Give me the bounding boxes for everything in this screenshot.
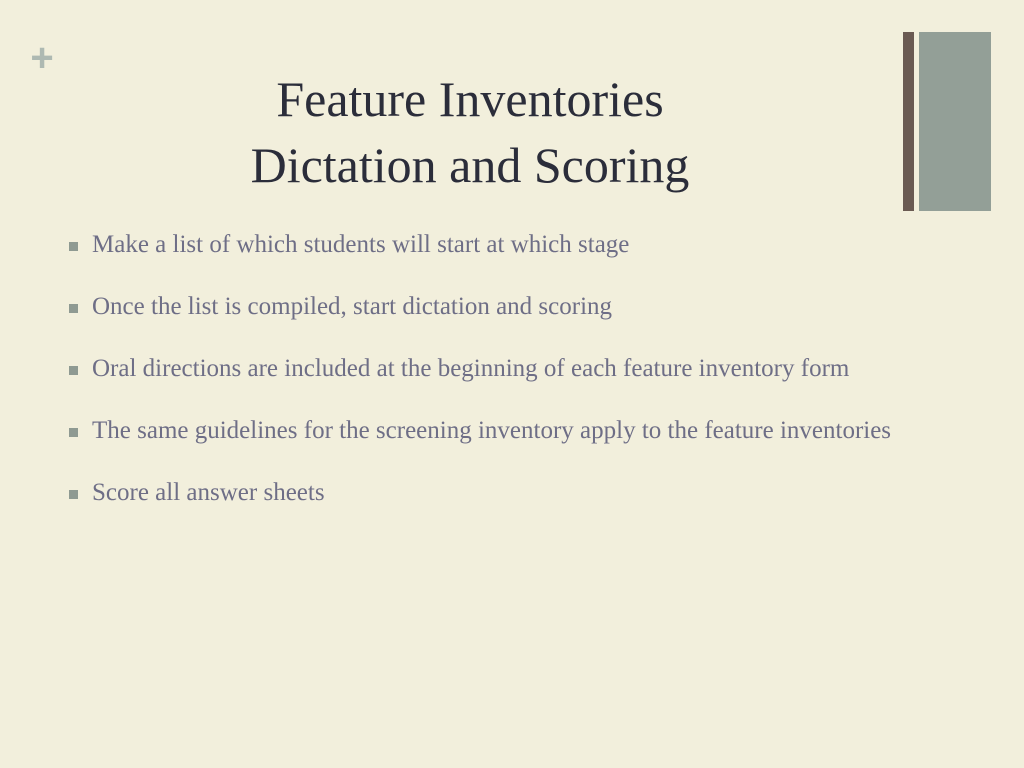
plus-icon: + bbox=[30, 36, 54, 80]
bullet-item bbox=[66, 290, 906, 324]
square-bullet-icon bbox=[69, 366, 78, 375]
square-bullet-icon bbox=[69, 428, 78, 437]
slide-title-line-1: Feature Inventories bbox=[276, 71, 664, 127]
accent-bar-brown bbox=[903, 32, 914, 211]
bullet-item bbox=[66, 228, 906, 262]
bullet-text: Once the list is compiled, start dictation and scoring bbox=[92, 293, 613, 320]
bullet-text: The same guidelines for the screening inventory apply to the feature inventories bbox=[92, 417, 892, 444]
bullet-item bbox=[66, 352, 906, 386]
bullet-text: Make a list of which students will start at which stage bbox=[92, 231, 630, 258]
slide-title-line-2: Dictation and Scoring bbox=[250, 137, 690, 193]
bullet-list bbox=[66, 228, 906, 538]
bullet-text: Score all answer sheets bbox=[92, 479, 325, 506]
square-bullet-icon bbox=[69, 304, 78, 313]
bullet-item bbox=[66, 414, 906, 448]
square-bullet-icon bbox=[69, 490, 78, 499]
accent-block-slate bbox=[919, 32, 991, 211]
bullet-text: Oral directions are included at the beginning of each feature inventory form bbox=[92, 355, 850, 382]
bullet-item bbox=[66, 476, 906, 510]
slide-title bbox=[130, 66, 810, 198]
square-bullet-icon bbox=[69, 242, 78, 251]
